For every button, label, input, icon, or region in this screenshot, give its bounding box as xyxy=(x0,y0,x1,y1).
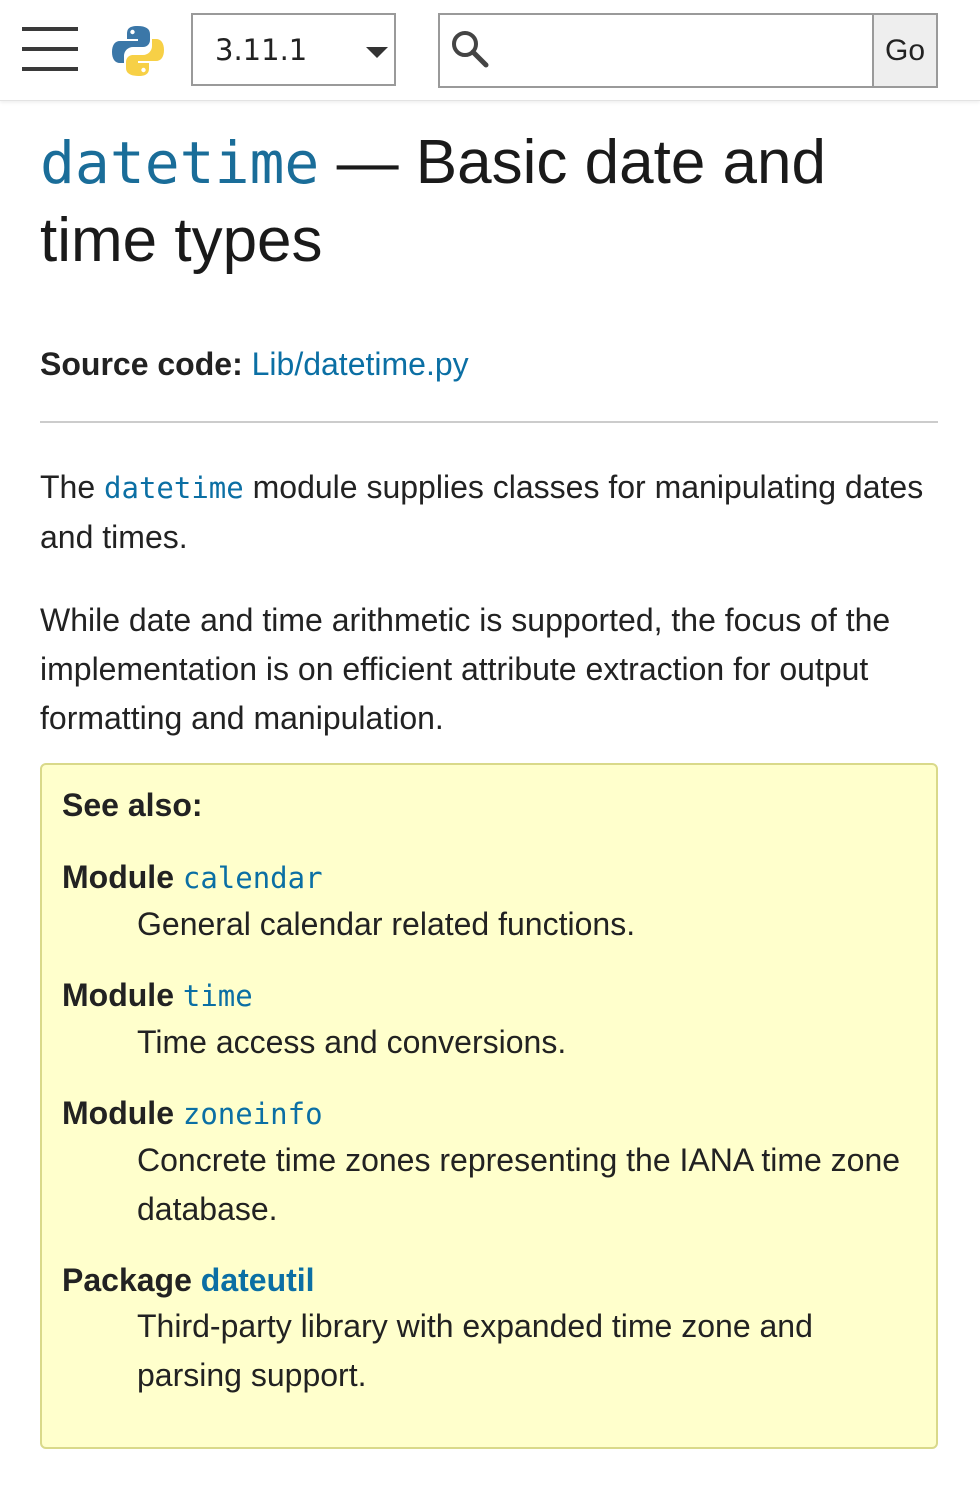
item-kind: Package xyxy=(62,1262,192,1298)
see-also-description: Concrete time zones representing the IANA time zone database. xyxy=(137,1142,901,1227)
python-logo-icon[interactable] xyxy=(111,24,165,78)
search-input[interactable] xyxy=(498,19,872,84)
item-kind: Module xyxy=(62,1095,174,1131)
see-also-item xyxy=(62,1091,916,1234)
see-also-box xyxy=(40,763,938,1449)
search-form xyxy=(438,13,938,88)
see-also-term xyxy=(62,855,916,900)
see-also-title: See also: xyxy=(62,787,203,823)
see-also-term xyxy=(62,1091,916,1136)
search-icon xyxy=(450,29,490,69)
horizontal-divider xyxy=(40,421,938,423)
title-text: — Basic date and time types xyxy=(40,128,826,275)
go-button[interactable]: Go xyxy=(872,15,936,86)
top-navigation-bar xyxy=(0,0,980,101)
chevron-down-icon xyxy=(366,47,388,58)
see-also-item xyxy=(62,855,916,949)
item-kind: Module xyxy=(62,977,174,1013)
main-content xyxy=(40,100,938,743)
see-also-item xyxy=(62,973,916,1067)
source-code-link[interactable]: Lib/datetime.py xyxy=(251,346,469,382)
intro-text: The xyxy=(40,469,105,505)
see-also-term xyxy=(62,1258,916,1302)
see-also-description: General calendar related functions. xyxy=(137,906,636,942)
see-also-description: Time access and conversions. xyxy=(137,1024,567,1060)
title-module-name: datetime xyxy=(40,129,320,197)
intro-text: module supplies classes for manipulating dates and times. xyxy=(40,469,924,555)
calendar-module-link[interactable]: calendar xyxy=(182,861,323,895)
see-also-item xyxy=(62,1258,916,1400)
time-module-link[interactable]: time xyxy=(182,979,253,1013)
zoneinfo-module-link[interactable]: zoneinfo xyxy=(182,1097,323,1131)
source-code-label: Source code: xyxy=(40,346,243,382)
intro-paragraph-1 xyxy=(40,463,938,562)
dateutil-package-link[interactable]: dateutil xyxy=(200,1262,315,1298)
datetime-module-link[interactable]: datetime xyxy=(104,471,244,505)
item-kind: Module xyxy=(62,859,174,895)
see-also-term xyxy=(62,973,916,1018)
version-value: 3.11.1 xyxy=(215,33,308,67)
see-also-description: Third-party library with expanded time zone and parsing support. xyxy=(137,1308,813,1393)
source-code-line xyxy=(40,343,938,385)
page-title xyxy=(40,124,938,279)
intro-paragraph-2: While date and time arithmetic is supported, the focus of the implementation is on efficient attribute extraction for output formatting and manipulation. xyxy=(40,602,891,736)
version-dropdown[interactable] xyxy=(191,13,396,86)
menu-icon[interactable] xyxy=(22,27,78,75)
